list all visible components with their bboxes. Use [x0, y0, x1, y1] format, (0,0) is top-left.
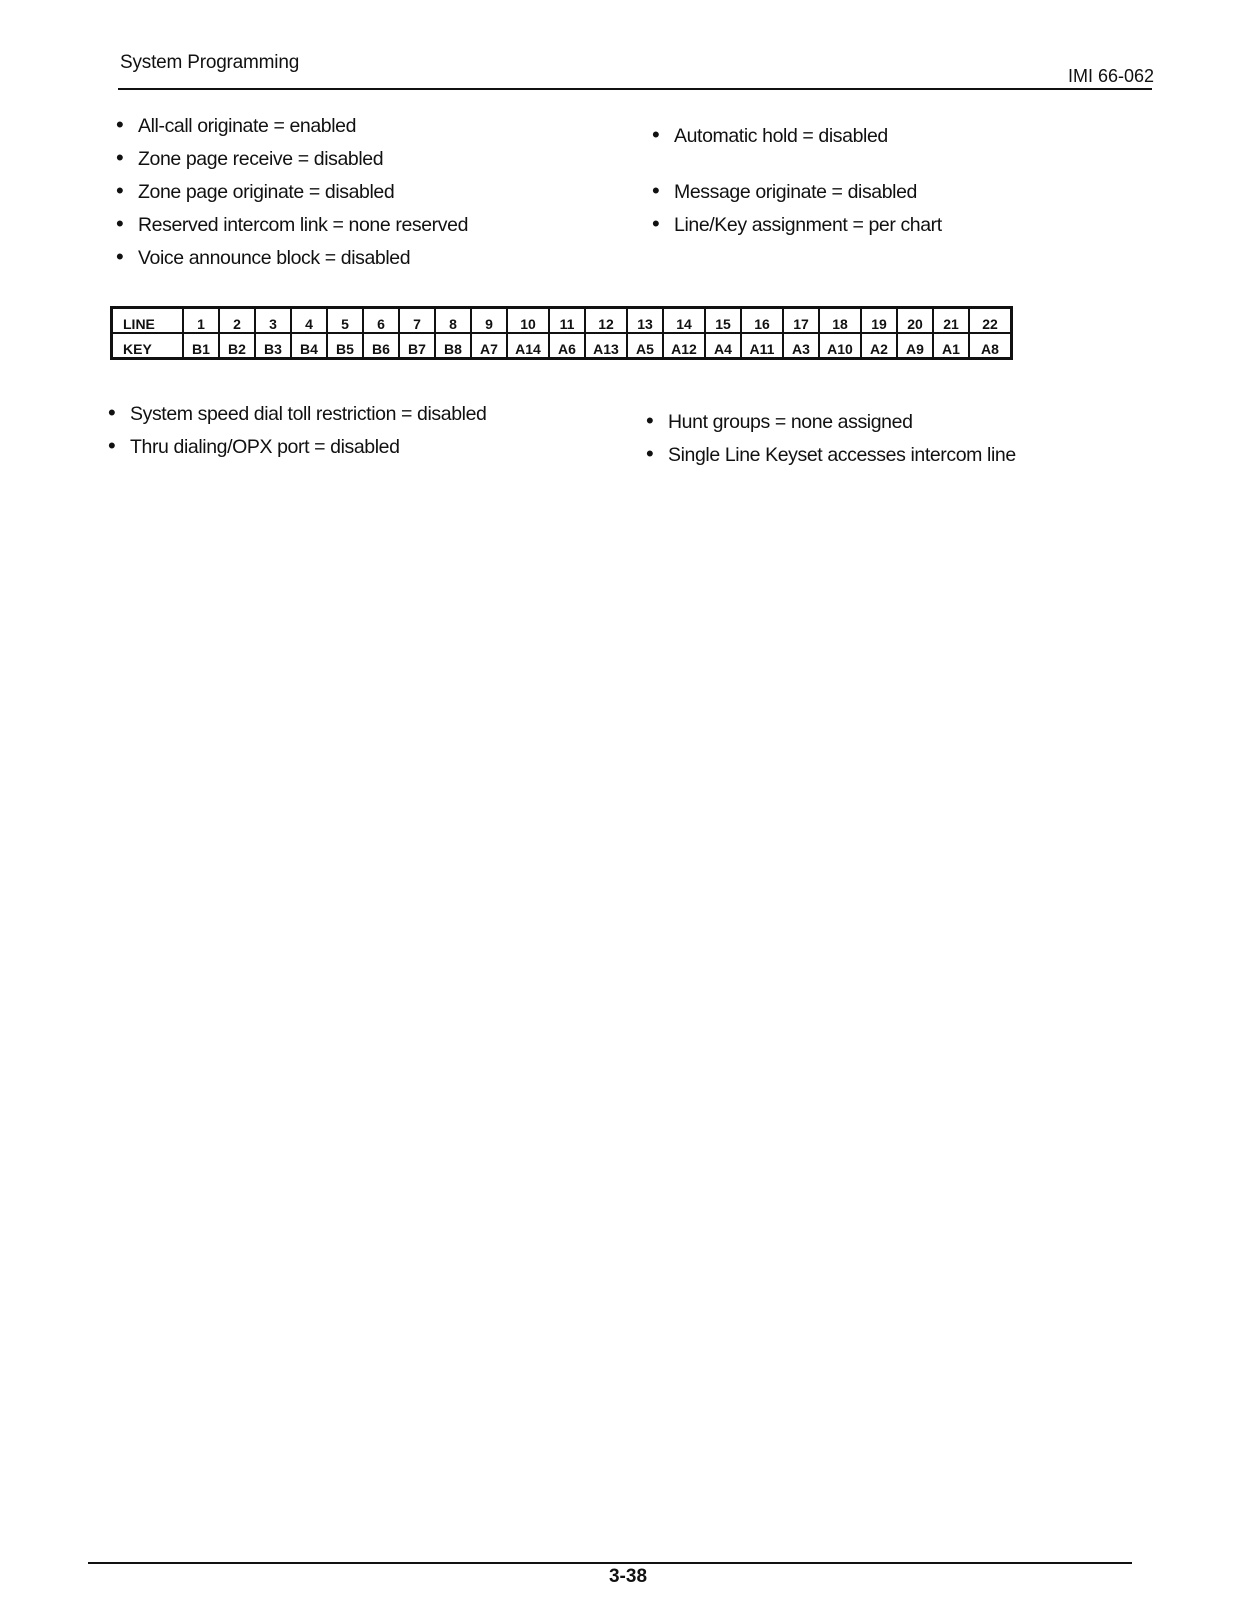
line-cell: 16 — [741, 308, 783, 334]
key-cell: A10 — [819, 333, 861, 359]
key-row — [112, 333, 1012, 359]
line-row-label: LINE — [112, 308, 184, 334]
list-item: • Voice announce block = disabled — [116, 244, 410, 270]
page-title: System Programming — [120, 52, 300, 73]
key-cell: A5 — [627, 333, 663, 359]
line-cell: 7 — [399, 308, 435, 334]
line-cell: 17 — [783, 308, 819, 334]
key-cell: B3 — [255, 333, 291, 359]
key-cell: A13 — [585, 333, 627, 359]
line-cell: 13 — [627, 308, 663, 334]
list-item: • Line/Key assignment = per chart — [652, 211, 942, 237]
line-cell: 3 — [255, 308, 291, 334]
header-rule — [118, 88, 1152, 90]
list-item: • Reserved intercom link = none reserved — [116, 211, 468, 237]
key-cell: A9 — [897, 333, 933, 359]
key-cell: A2 — [861, 333, 897, 359]
footer-rule — [88, 1562, 1132, 1564]
key-cell: B4 — [291, 333, 327, 359]
line-cell: 6 — [363, 308, 399, 334]
line-cell: 4 — [291, 308, 327, 334]
key-cell: A1 — [933, 333, 969, 359]
key-cell: A4 — [705, 333, 741, 359]
list-item: • All-call originate = enabled — [116, 112, 356, 138]
key-cell: B2 — [219, 333, 255, 359]
page-number: 3-38 — [608, 1566, 648, 1587]
line-cell: 18 — [819, 308, 861, 334]
line-cell: 20 — [897, 308, 933, 334]
line-cell: 1 — [183, 308, 219, 334]
line-cell: 5 — [327, 308, 363, 334]
line-cell: 10 — [507, 308, 549, 334]
line-cell: 22 — [969, 308, 1012, 334]
key-cell: B1 — [183, 333, 219, 359]
line-cell: 2 — [219, 308, 255, 334]
line-cell: 11 — [549, 308, 585, 334]
line-key-table — [110, 306, 1013, 360]
list-item: • Zone page receive = disabled — [116, 145, 383, 171]
list-item: • Zone page originate = disabled — [116, 178, 394, 204]
list-item: • Message originate = disabled — [652, 178, 917, 204]
document-id: IMI 66-062 — [1067, 66, 1154, 86]
line-cell: 8 — [435, 308, 471, 334]
key-row-label: KEY — [112, 333, 184, 359]
key-cell: B8 — [435, 333, 471, 359]
key-cell: A11 — [741, 333, 783, 359]
key-cell: A12 — [663, 333, 705, 359]
key-cell: A8 — [969, 333, 1012, 359]
line-cell: 15 — [705, 308, 741, 334]
key-cell: A7 — [471, 333, 507, 359]
key-cell: B6 — [363, 333, 399, 359]
list-item: • Automatic hold = disabled — [652, 122, 888, 148]
key-cell: A14 — [507, 333, 549, 359]
line-cell: 21 — [933, 308, 969, 334]
list-item: • Hunt groups = none assigned — [646, 408, 913, 434]
line-row — [112, 308, 1012, 334]
key-cell: A3 — [783, 333, 819, 359]
list-item: • Single Line Keyset accesses intercom line — [646, 441, 1016, 467]
line-cell: 14 — [663, 308, 705, 334]
list-item: • Thru dialing/OPX port = disabled — [108, 433, 400, 459]
key-cell: A6 — [549, 333, 585, 359]
line-cell: 12 — [585, 308, 627, 334]
line-cell: 19 — [861, 308, 897, 334]
key-cell: B5 — [327, 333, 363, 359]
line-cell: 9 — [471, 308, 507, 334]
list-item: • System speed dial toll restriction = disabled — [108, 400, 486, 426]
key-cell: B7 — [399, 333, 435, 359]
